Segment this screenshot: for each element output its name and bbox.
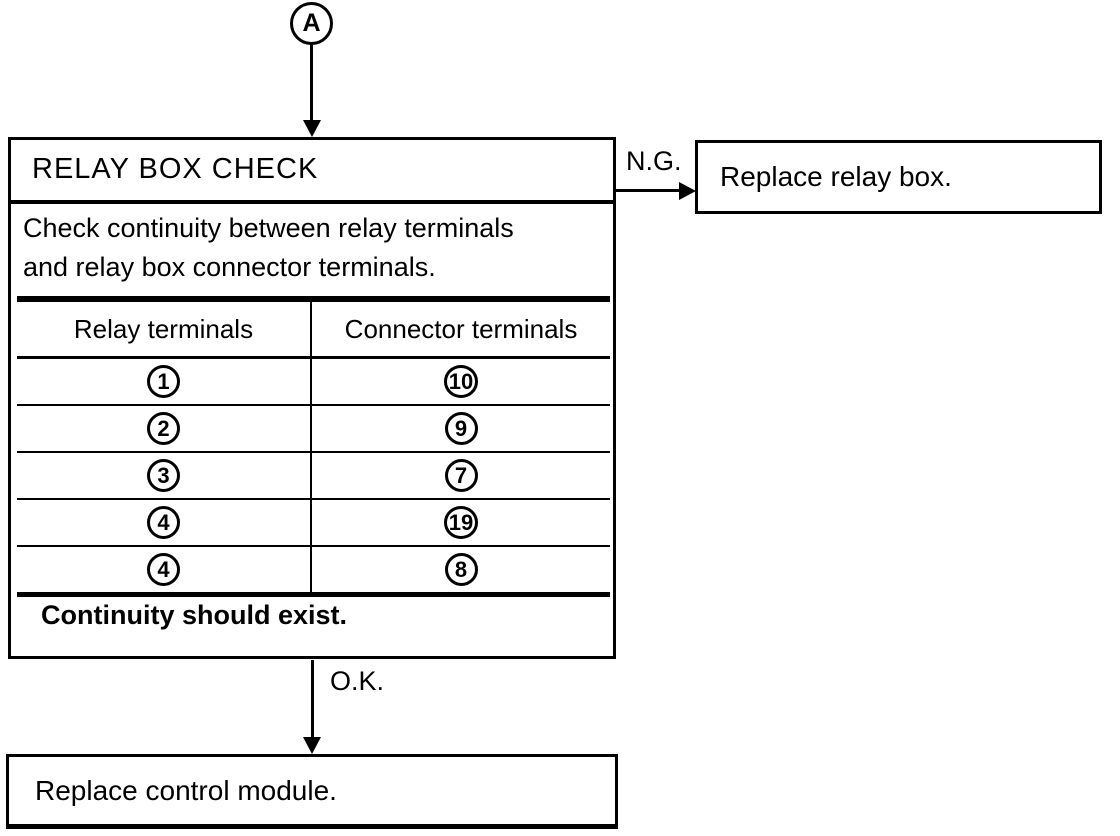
connector-a-circle [290, 2, 333, 45]
table-row [17, 359, 610, 406]
title-divider-line [10, 200, 614, 204]
connector-terminal-cell [312, 547, 610, 592]
circled-number: 1 [147, 365, 180, 398]
check-box-title: RELAY BOX CHECK [32, 153, 319, 185]
circled-number: 4 [147, 506, 180, 539]
continuity-note: Continuity should exist. [41, 600, 348, 630]
relay-terminal-cell [17, 500, 312, 545]
circled-number: 9 [445, 412, 478, 445]
arrow-line-a-to-check [310, 44, 313, 121]
relay-terminal-cell [17, 359, 312, 404]
replace-control-module-label: Replace control module. [35, 774, 337, 806]
arrowhead-down-icon [303, 737, 321, 754]
connector-terminal-cell [312, 359, 610, 404]
check-box-description [23, 209, 514, 287]
circled-number: 2 [147, 412, 180, 445]
arrow-line-ng [616, 189, 681, 192]
table-row [17, 406, 610, 453]
header-relay-terminals: Relay terminals [17, 302, 312, 356]
description-line-1: Check continuity between relay terminals [23, 213, 514, 243]
relay-terminal-cell [17, 453, 312, 498]
arrowhead-down-icon [303, 120, 321, 137]
table-row [17, 453, 610, 500]
ok-branch-label: O.K. [330, 666, 385, 696]
replace-relay-box-box [695, 140, 1102, 214]
circled-number: 7 [445, 459, 478, 492]
description-line-2: and relay box connector terminals. [23, 252, 436, 282]
table-row [17, 547, 610, 592]
table-row [17, 500, 610, 547]
ng-branch-label: N.G. [626, 146, 682, 176]
continuity-table [17, 296, 610, 597]
relay-terminal-cell [17, 406, 312, 451]
table-header-row [17, 302, 610, 359]
arrowhead-right-icon [679, 182, 696, 200]
circled-number: 19 [444, 506, 478, 539]
relay-terminal-cell [17, 547, 312, 592]
replace-control-module-box [6, 754, 618, 829]
connector-terminal-cell [312, 500, 610, 545]
circled-number: 4 [147, 553, 180, 586]
connector-terminal-cell [312, 406, 610, 451]
circled-number: 3 [147, 459, 180, 492]
circled-number: 8 [445, 553, 478, 586]
circled-number: 10 [444, 365, 478, 398]
relay-box-check-box [8, 137, 616, 659]
replace-relay-box-label: Replace relay box. [720, 161, 952, 192]
connector-terminal-cell [312, 453, 610, 498]
arrow-line-ok [311, 660, 314, 738]
header-connector-terminals: Connector terminals [344, 313, 578, 344]
connector-a-label: A [302, 9, 321, 37]
